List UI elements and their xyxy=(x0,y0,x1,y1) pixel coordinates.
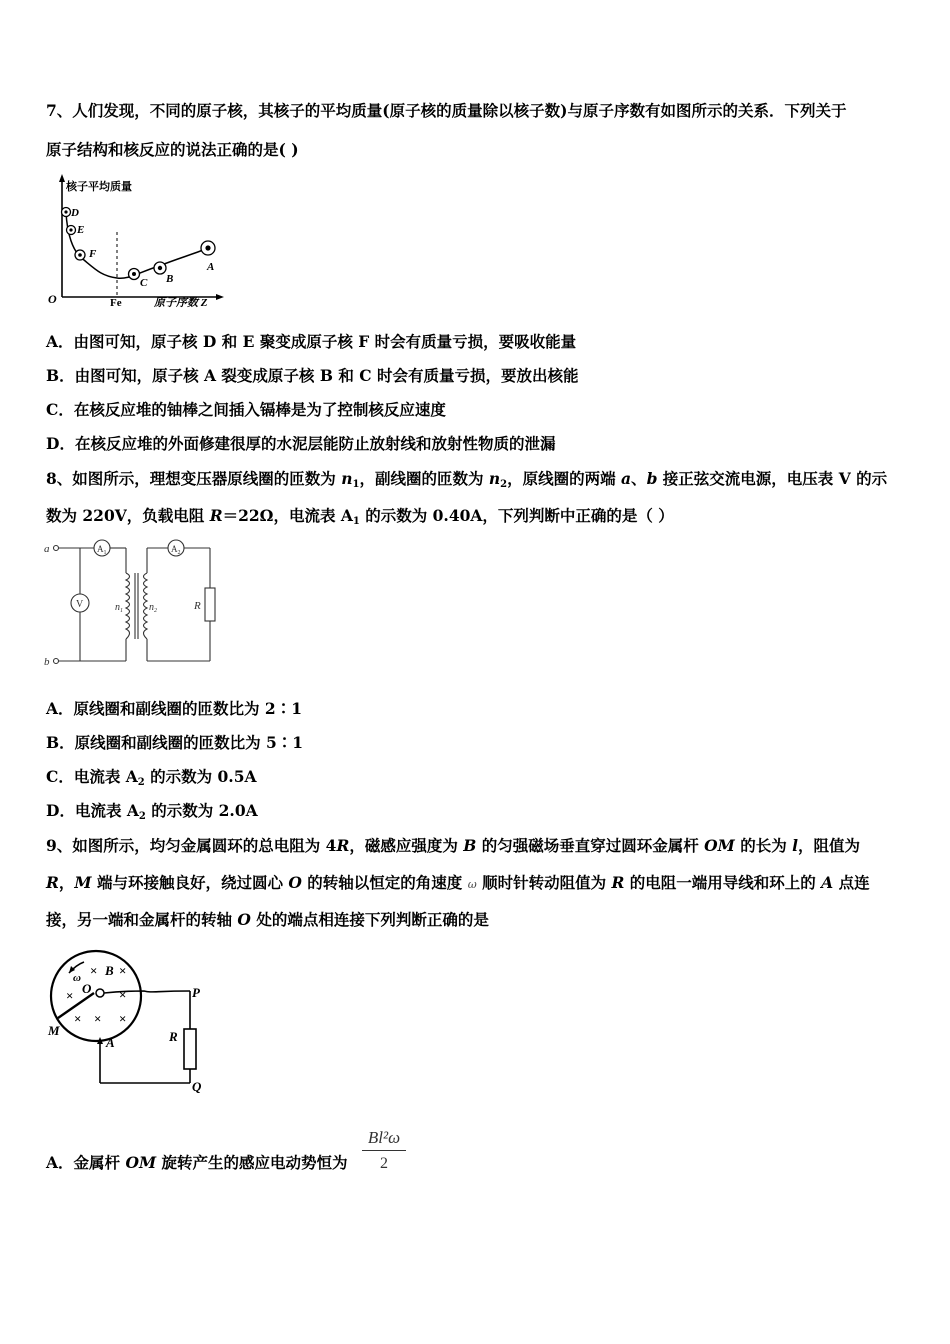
q9-omega-label: ω xyxy=(73,972,81,984)
svg-text:×: × xyxy=(119,1011,127,1026)
svg-text:×: × xyxy=(66,988,74,1003)
q8-n1-label: $n_1$ xyxy=(115,602,123,614)
q9-stem-line1: 9、如图所示，均匀金属圆环的总电阻为 4R，磁感应强度为 B 的匀强磁场垂直穿过圆环金属杆 OM 的长为 l，阻值为 xyxy=(46,836,861,855)
q8-ammeter-a2: $A_2$ xyxy=(171,544,181,556)
q7-option-b: B．由图可知，原子核 A 裂变成原子核 B 和 C 时会有质量亏损，要放出核能 xyxy=(46,366,579,385)
q9-ring-circuit xyxy=(44,945,219,1095)
svg-text:×: × xyxy=(119,987,127,1002)
q8-option-a: A．原线圈和副线圈的匝数比为 2∶1 xyxy=(46,699,302,718)
svg-text:b: b xyxy=(44,656,50,668)
svg-text:A: A xyxy=(207,261,215,273)
svg-text:E: E xyxy=(77,224,85,236)
q7-nucleon-mass-graph xyxy=(44,172,224,312)
q7-x-axis-label: 原子序数 Z xyxy=(154,297,208,309)
q7-curve xyxy=(66,212,208,278)
svg-text:×: × xyxy=(74,1011,82,1026)
q9-option-a: A．金属杆 OM 旋转产生的感应电动势恒为 xyxy=(46,1153,348,1172)
q7-option-d: D．在核反应堆的外面修建很厚的水泥层能防止放射线和放射性物质的泄漏 xyxy=(46,434,556,453)
q8-voltmeter: V xyxy=(76,599,84,610)
q9-o-label: O xyxy=(82,981,92,996)
q9-r-label: R xyxy=(169,1029,178,1044)
q9-option-a-fraction xyxy=(362,1128,406,1173)
q8-ammeter-a1: $A_1$ xyxy=(97,544,107,556)
q7-fe-label: Fe xyxy=(110,297,122,309)
q9-stem-line2: R，M 端与环接触良好，绕过圆心 O 的转轴以恒定的角速度 ω 顺时针转动阻值为 R 的电阻一端用导线和环上的 A 点连 xyxy=(46,873,870,892)
svg-text:C: C xyxy=(140,277,148,289)
svg-text:F: F xyxy=(89,248,97,260)
q8-resistor-label: R xyxy=(194,600,201,612)
q7-nucleus-D xyxy=(62,207,80,219)
q8-option-d: D．电流表 $A_2$ 的示数为 2.0A xyxy=(46,801,258,822)
svg-text:B: B xyxy=(166,273,174,285)
svg-text:a: a xyxy=(44,543,50,555)
q9-q-label: Q xyxy=(192,1079,202,1094)
q7-nucleus-B xyxy=(154,262,173,285)
svg-text:×: × xyxy=(90,963,98,978)
q7-origin-label: O xyxy=(48,292,57,306)
q8-option-b: B．原线圈和副线圈的匝数比为 5∶1 xyxy=(46,733,304,752)
q9-stem-line3: 接，另一端和金属杆的转轴 O 处的端点相连接下列判断正确的是 xyxy=(46,910,489,929)
svg-text:×: × xyxy=(94,1011,102,1026)
q8-stem-line1: 8、如图所示，理想变压器原线圈的匝数为 $n_1$，副线圈的匝数为 $n_2$，原线圈的两端 a、b 接正弦交流电源，电压表 V 的示 xyxy=(46,469,888,490)
q9-m-label: M xyxy=(48,1023,60,1038)
q7-stem-line2: 原子结构和核反应的说法正确的是( ) xyxy=(46,140,299,159)
fraction-numerator: Bl²ω xyxy=(362,1128,406,1151)
q8-stem-line2: 数为 220V，负载电阻 R＝22Ω，电流表 $A_1$ 的示数为 0.40A，下列判断中正确的是（ ） xyxy=(46,506,674,527)
svg-text:D: D xyxy=(71,207,79,219)
q9-a-label: A xyxy=(106,1035,115,1050)
q7-stem-line1: 7、人们发现，不同的原子核，其核子的平均质量(原子核的质量除以核子数)与原子序数有如图所示的关系．下列关于 xyxy=(46,101,847,120)
q8-n2-label: $n_2$ xyxy=(149,602,157,614)
q9-b-label: B xyxy=(105,963,114,978)
q7-y-axis-label: 核子平均质量 xyxy=(66,181,132,193)
q7-nucleus-A xyxy=(201,241,215,273)
q7-option-a: A．由图可知，原子核 D 和 E 聚变成原子核 F 时会有质量亏损，要吸收能量 xyxy=(46,332,577,351)
q7-option-c: C．在核反应堆的铀棒之间插入镉棒是为了控制核反应速度 xyxy=(46,400,446,419)
svg-text:×: × xyxy=(119,963,127,978)
q9-p-label: P xyxy=(192,985,200,1000)
q8-option-c: C．电流表 $A_2$ 的示数为 0.5A xyxy=(46,767,257,788)
q7-nucleus-F xyxy=(75,248,97,260)
q8-transformer-circuit xyxy=(44,535,224,670)
q7-nucleus-E xyxy=(67,224,85,236)
fraction-denominator: 2 xyxy=(380,1155,388,1172)
